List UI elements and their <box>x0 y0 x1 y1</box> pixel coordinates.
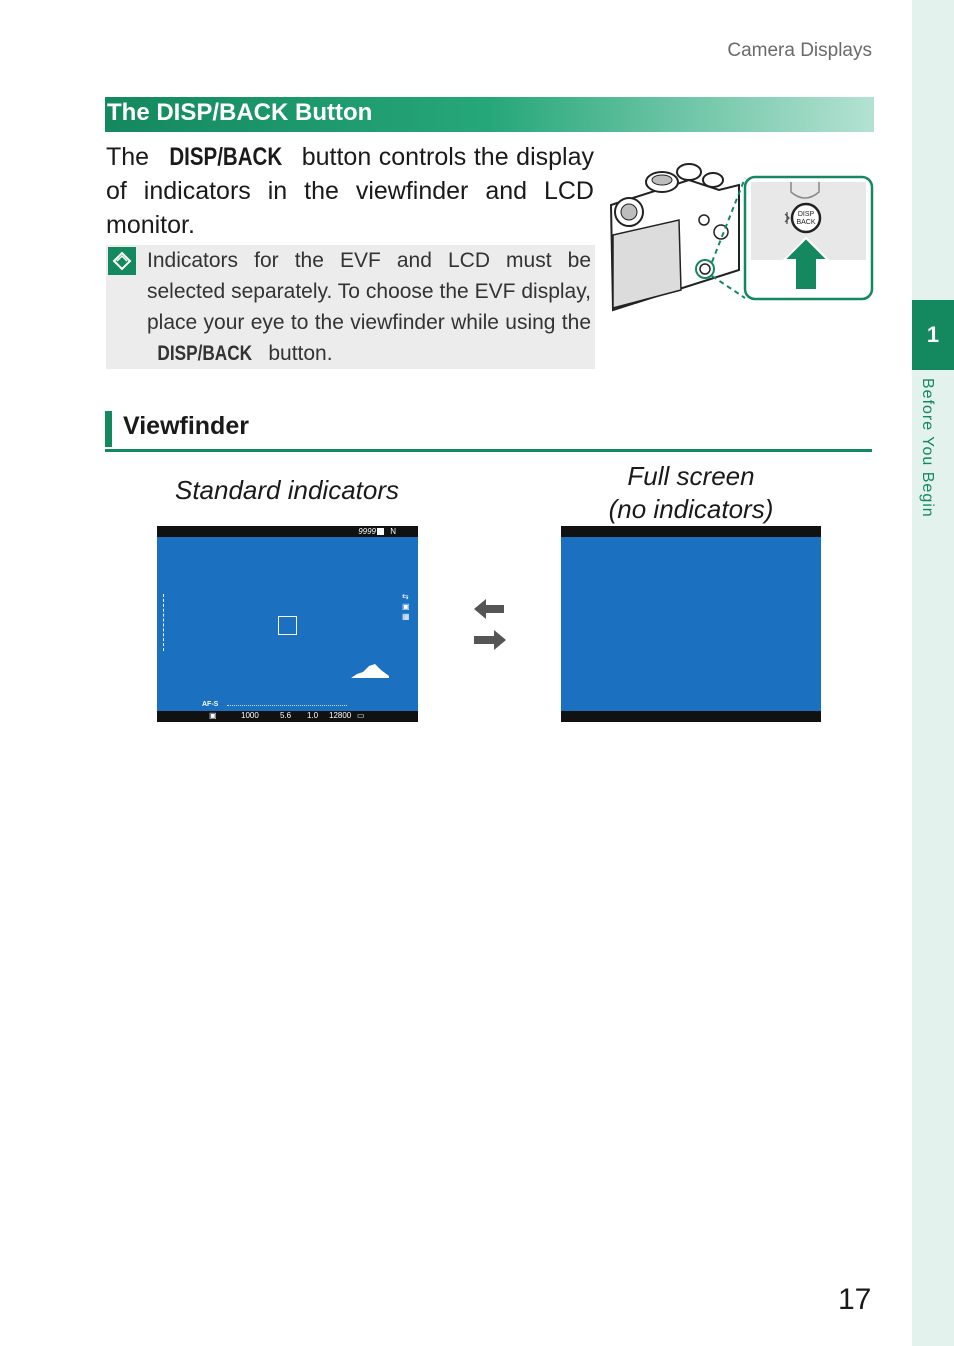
histogram-icon <box>351 662 389 678</box>
side-strip <box>912 0 954 1346</box>
shutter-speed: 1000 <box>241 711 259 720</box>
viewfinder-title: Viewfinder <box>123 412 249 440</box>
caption-full-line2: (no indicators) <box>608 494 774 524</box>
caption-full-line1: Full screen <box>627 461 755 491</box>
frames-remaining: 9999 <box>358 527 376 536</box>
distance-scale <box>163 594 167 651</box>
image-size-icon <box>377 528 384 535</box>
chapter-tab: 1 <box>912 300 954 370</box>
toggle-arrows-icon <box>470 596 510 656</box>
heading-marker <box>105 411 112 447</box>
page-number: 17 <box>838 1283 872 1316</box>
intro-paragraph <box>106 140 594 242</box>
intro-text-start: The <box>106 143 157 171</box>
aperture: 5.6 <box>280 711 292 720</box>
viewfinder-heading <box>105 409 872 452</box>
exposure-compensation: 1.0 <box>307 711 319 720</box>
running-head: Camera Displays <box>727 40 872 61</box>
note-box <box>106 245 595 369</box>
chapter-title: Before You Begin <box>919 378 936 518</box>
iso: 12800 <box>329 711 352 720</box>
note-text-end: button. <box>262 342 333 365</box>
section-title: The DISP/BACK Button <box>107 99 373 126</box>
battery-icon: ▭ <box>357 711 365 720</box>
focus-frame <box>278 616 297 635</box>
exposure-indicator <box>227 699 347 706</box>
section-title-bar <box>105 97 874 132</box>
viewfinder-standard-display <box>157 526 418 722</box>
intro-text-end: button controls the display of indicators in the viewfinder and LCD monitor. <box>106 143 594 239</box>
note-pencil-icon <box>108 247 136 275</box>
note-disp-back-key-name: DISP/BACK <box>157 342 253 365</box>
caption-standard-indicators: Standard indicators <box>174 475 400 505</box>
metering-icon: ▣ <box>209 711 217 720</box>
caption-full-screen <box>561 460 821 526</box>
note-text <box>147 245 591 369</box>
status-icons: ⇆ ▣ ▦ <box>402 592 410 621</box>
exposure-info-bar <box>157 711 418 721</box>
viewfinder-full-screen-display <box>561 526 821 722</box>
image-quality: N <box>390 527 396 536</box>
note-text-start: Indicators for the EVF and LCD must be selected separately. To choose the EVF display, place your eye to the viewfinder while using the <box>147 249 591 334</box>
back-label: BACK <box>796 219 816 226</box>
camera-illustration <box>609 150 879 320</box>
focus-mode: AF-S <box>202 701 219 708</box>
disp-label: DISP <box>797 211 815 218</box>
disp-back-key-name: DISP/BACK <box>169 143 282 171</box>
